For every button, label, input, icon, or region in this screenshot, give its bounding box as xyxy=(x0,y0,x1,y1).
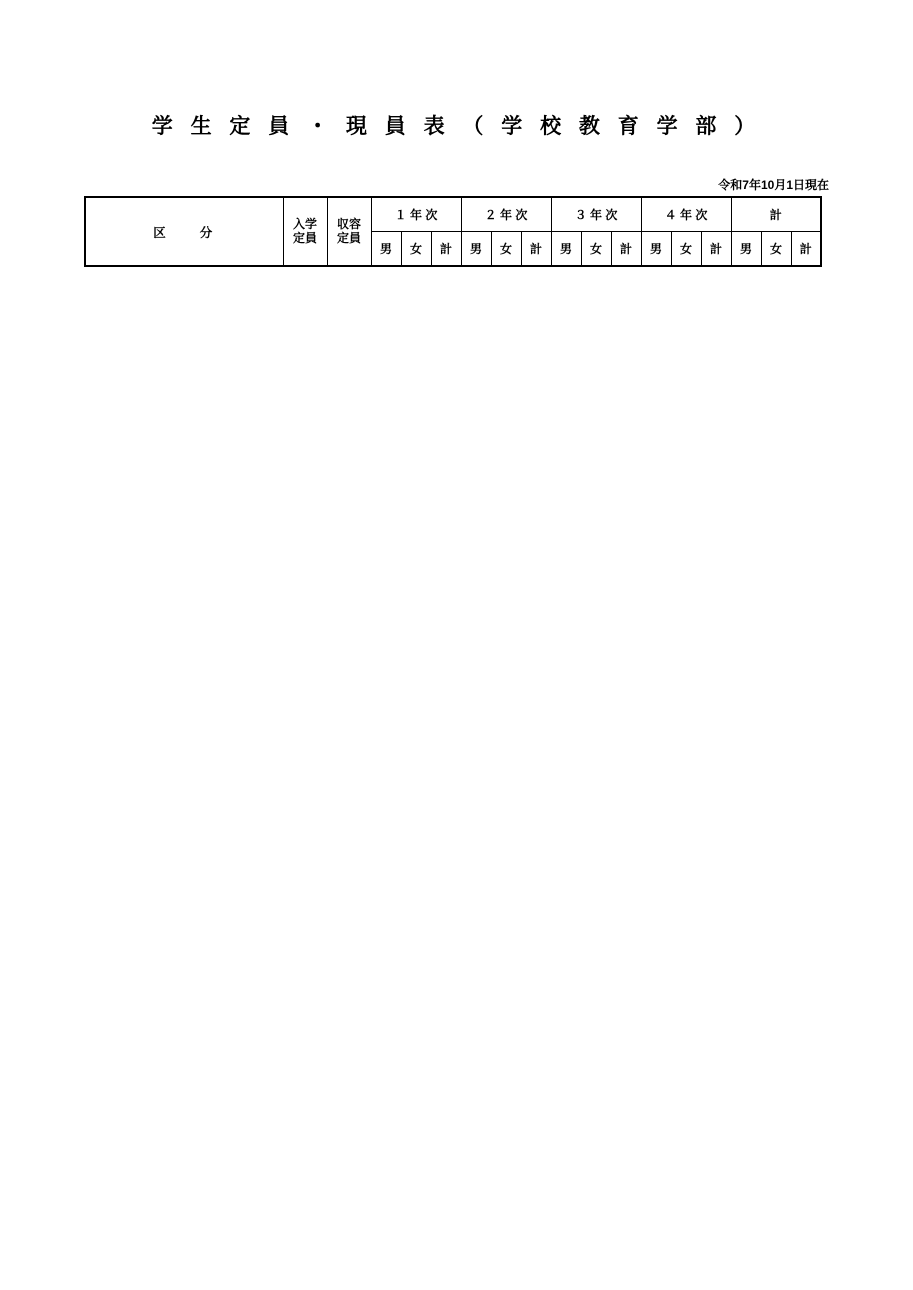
header-total-female: 女 xyxy=(761,232,791,267)
header-kubun: 区 分 xyxy=(85,197,283,266)
header-y2-sum: 計 xyxy=(521,232,551,267)
header-shuyo-teiin: 収容 定員 xyxy=(327,197,371,266)
header-y1-female: 女 xyxy=(401,232,431,267)
header-y3-sum: 計 xyxy=(611,232,641,267)
header-year4: ４ 年 次 xyxy=(641,197,731,232)
header-total-male: 男 xyxy=(731,232,761,267)
header-y1-male: 男 xyxy=(371,232,401,267)
header-y1-sum: 計 xyxy=(431,232,461,267)
student-quota-table xyxy=(84,196,822,267)
as-of-date: 令和7年10月1日現在 xyxy=(718,178,829,192)
header-year2: ２ 年 次 xyxy=(461,197,551,232)
page-title: 学 生 定 員 ・ 現 員 表 （ 学 校 教 育 学 部 ） xyxy=(151,115,762,138)
header-total-sum: 計 xyxy=(791,232,821,267)
header-y2-male: 男 xyxy=(461,232,491,267)
header-y4-female: 女 xyxy=(671,232,701,267)
header-y3-female: 女 xyxy=(581,232,611,267)
student-quota-table-container xyxy=(84,196,822,267)
header-year3: ３ 年 次 xyxy=(551,197,641,232)
header-y4-male: 男 xyxy=(641,232,671,267)
header-y2-female: 女 xyxy=(491,232,521,267)
header-y3-male: 男 xyxy=(551,232,581,267)
header-nyugaku-teiin: 入学 定員 xyxy=(283,197,327,266)
header-year1: １ 年 次 xyxy=(371,197,461,232)
header-total: 計 xyxy=(731,197,821,232)
header-y4-sum: 計 xyxy=(701,232,731,267)
